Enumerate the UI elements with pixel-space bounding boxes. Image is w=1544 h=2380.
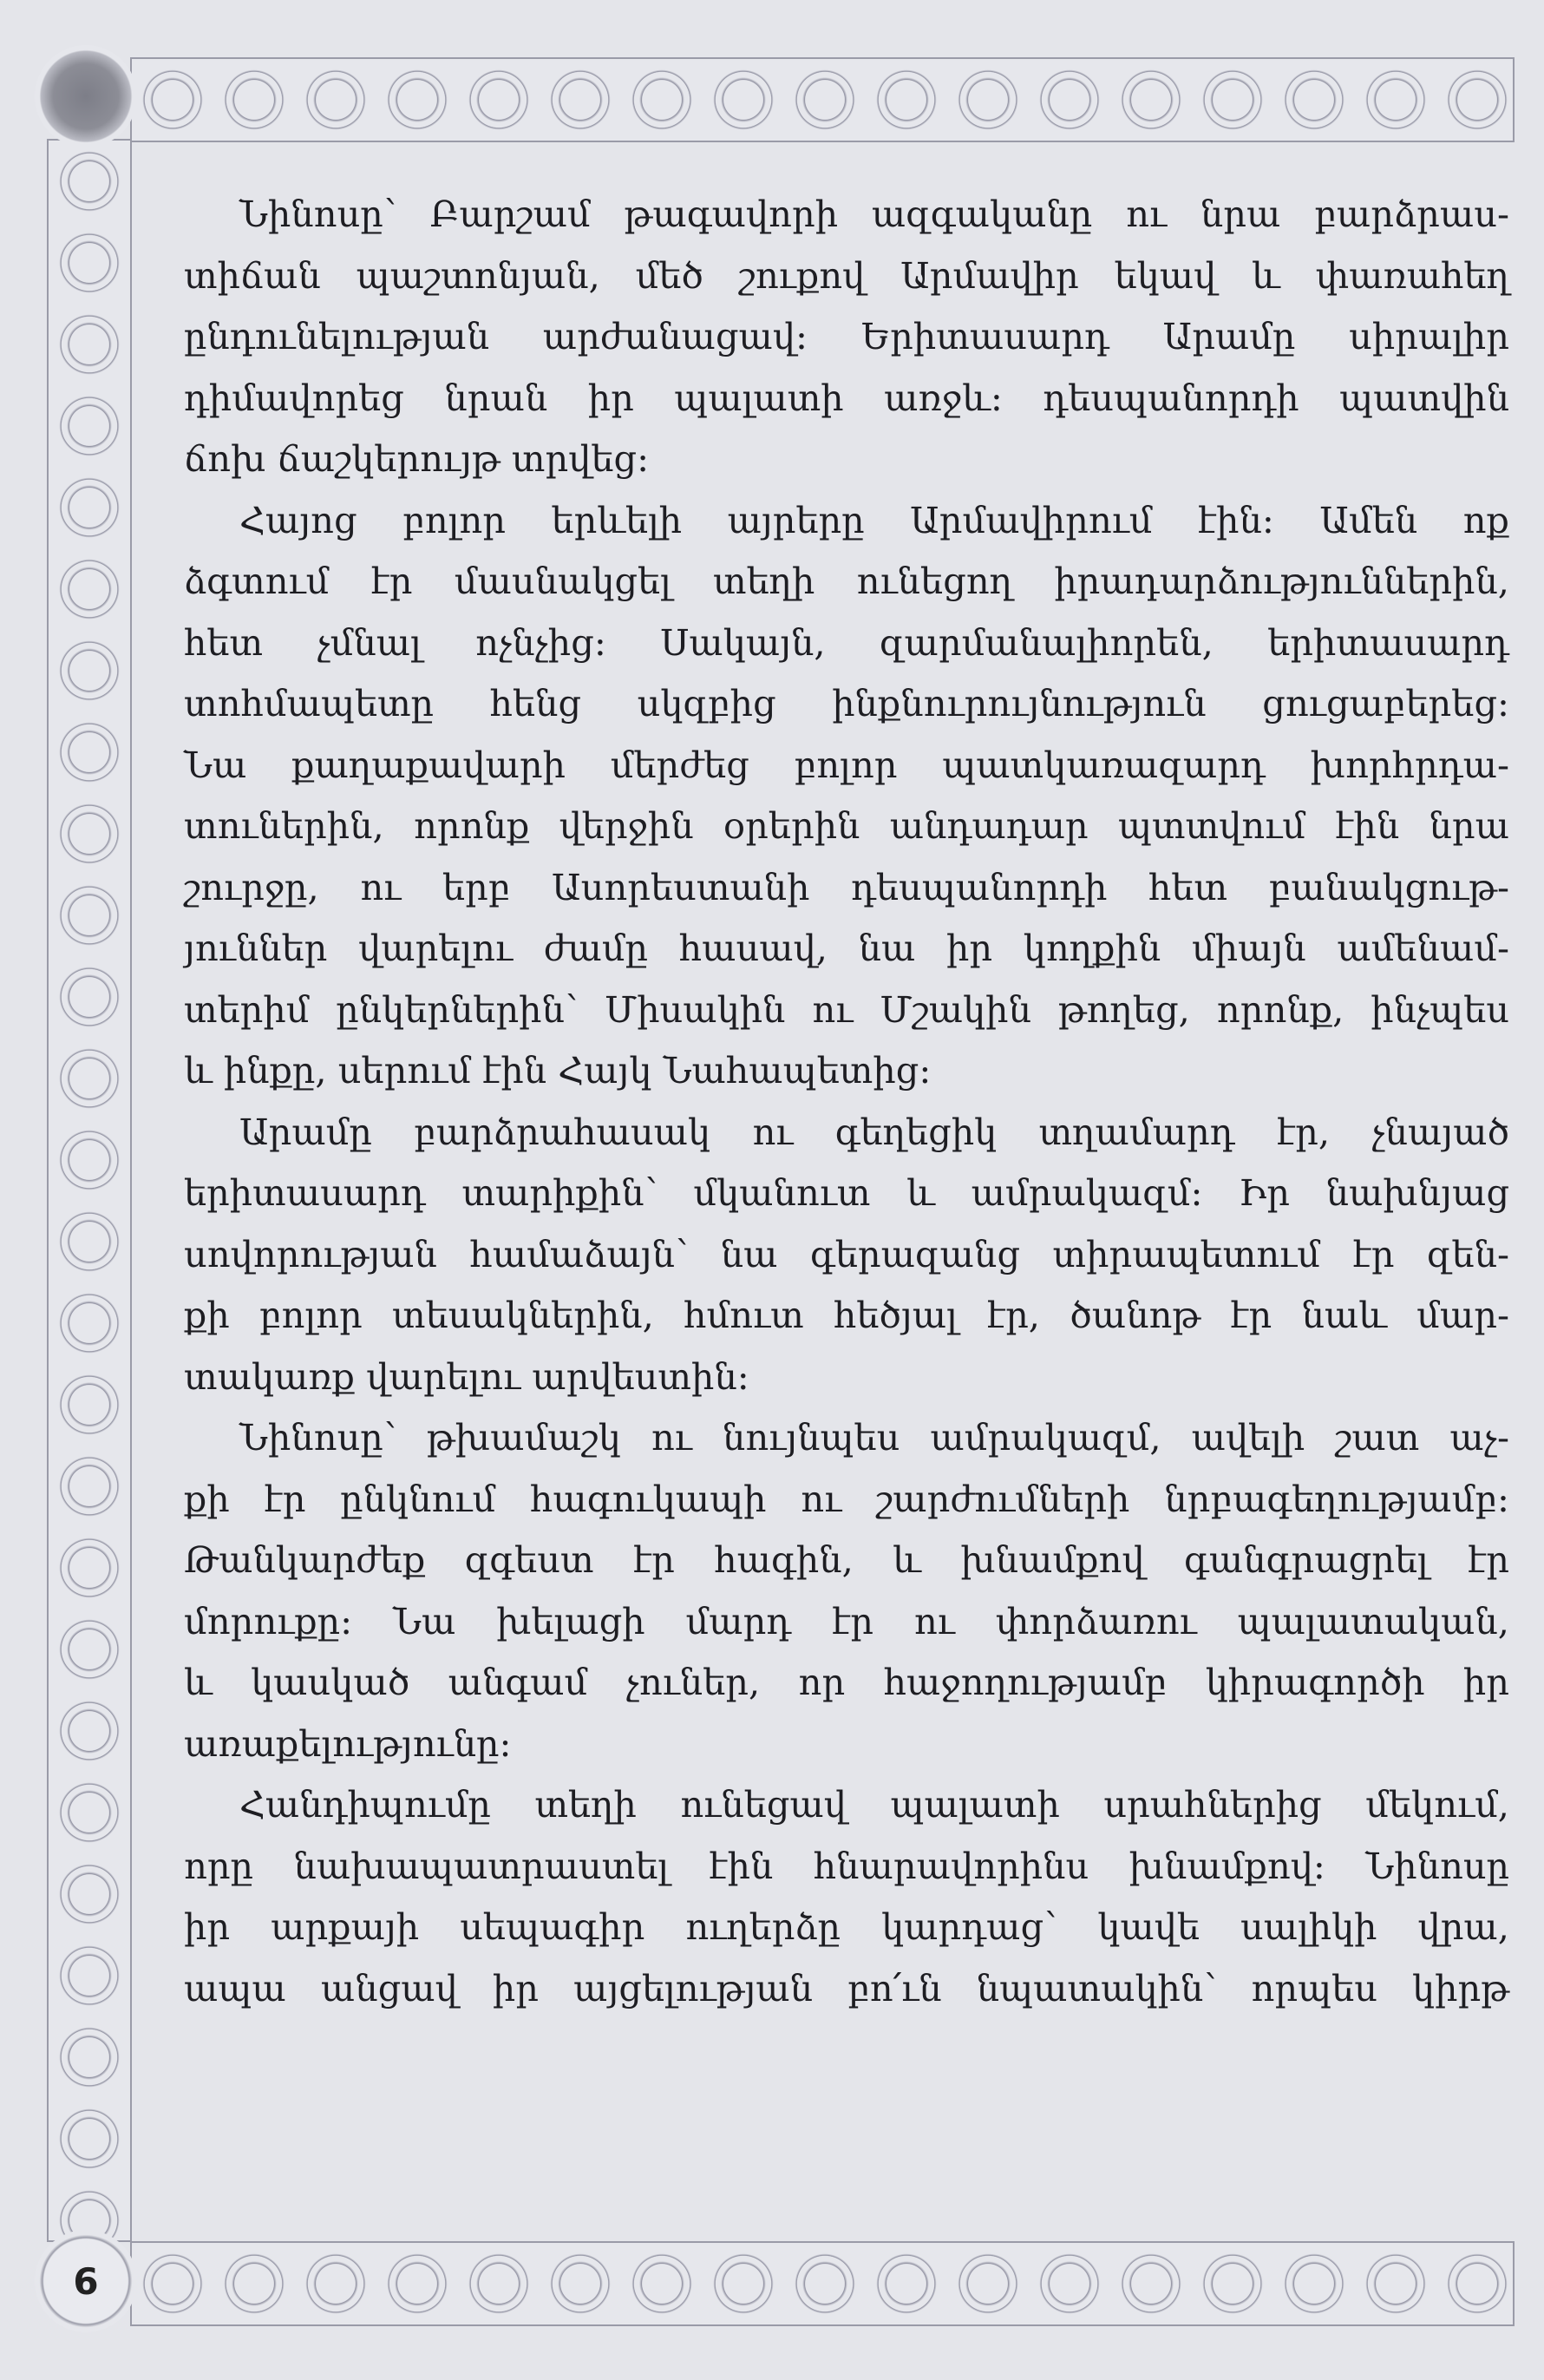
text-line: առաքելությունը:: [184, 1721, 512, 1765]
paragraph: [184, 1102, 1509, 1408]
corner-medallion-top: [35, 45, 137, 148]
ornamental-border-top: [130, 57, 1515, 142]
text-line: երիտասարդ տարիքին՝ մկանուտ և ամրակազմ: Իր նախնյաց: [184, 1171, 1509, 1214]
text-line: տիճան պաշտոնյան, մեծ շուքով Արմավիր եկավ և փառահեղ: [184, 253, 1509, 297]
text-line: իր արքայի սեպագիր ուղերձը կարդաց՝ կավե սալիկի վրա,: [184, 1905, 1509, 1948]
ornamental-border-left: [47, 139, 132, 2242]
text-line: որը նախապատրաստել էին հնարավորինս խնամքով: Նինոսը: [184, 1844, 1509, 1887]
text-line: Հայոց բոլոր երևելի այրերը Արմավիրում էին: Ամեն ոք: [239, 498, 1509, 541]
text-line: քի էր ընկնում հագուկապի ու շարժումների նրբագեղությամբ:: [184, 1477, 1509, 1520]
text-line: տոհմապետը հենց սկզբից ինքնուրույնություն ցուցաբերեց:: [184, 682, 1509, 724]
text-line: տերիմ ընկերներին՝ Միսակին ու Մշակին թողեց, որոնք, ինչպես: [184, 987, 1509, 1031]
body-text: [184, 184, 1509, 2019]
paragraph: [184, 1774, 1509, 2019]
text-line: Նինոսը՝ թխամաշկ ու նույնպես ամրակազմ, ավելի շատ աչ-: [239, 1416, 1509, 1459]
text-line: քի բոլոր տեսակներին, հմուտ հեծյալ էր, ծանոթ էր նաև մար-: [184, 1294, 1509, 1336]
text-line: ապա անցավ իր այցելության բո՛ւն նպատակին՝ որպես կիրթ: [184, 1966, 1509, 2010]
text-line: հետ չմնալ ոչնչից: Սակայն, զարմանալիորեն, երիտասարդ: [184, 620, 1509, 664]
text-line: մորուքը: Նա խելացի մարդ էր ու փորձառու պալատական,: [184, 1599, 1509, 1642]
paragraph: [184, 1407, 1509, 1774]
text-line: Նա քաղաքավարի մերժեց բոլոր պատկառազարդ խորհրդա-: [184, 743, 1509, 786]
text-line: ընդունելության արժանացավ: Երիտասարդ Արամը սիրալիր: [184, 315, 1509, 357]
text-line: ձգտում էր մասնակցել տեղի ունեցող իրադարձություններին,: [184, 560, 1509, 602]
text-line: սովորության համաձայն՝ նա գերազանց տիրապետում էր զեն-: [184, 1232, 1509, 1275]
page-number: 6: [73, 2259, 99, 2303]
text-line: ճոխ ճաշկերույթ տրվեց:: [184, 437, 650, 480]
text-line: տակառք վարելու արվեստին:: [184, 1354, 749, 1398]
text-line: շուրջը, ու երբ Ասորեստանի դեսպանորդի հետ բանակցութ-: [184, 865, 1509, 908]
text-line: Արամը բարձրահասակ ու գեղեցիկ տղամարդ էր, չնայած: [239, 1110, 1509, 1153]
text-line: յուններ վարելու ժամը հասավ, նա իր կողքին միայն ամենամ-: [184, 927, 1509, 969]
paragraph: [184, 490, 1509, 1102]
text-line: և կասկած անգամ չուներ, որ հաջողությամբ կիրագործի իր: [184, 1661, 1509, 1703]
text-line: Հանդիպումը տեղի ունեցավ պալատի սրահներից մեկում,: [239, 1783, 1509, 1826]
text-line: տուներին, որոնք վերջին օրերին անդադար պտտվում էին նրա: [184, 804, 1509, 847]
ornamental-border-bottom: [130, 2241, 1515, 2326]
paragraph: [184, 184, 1509, 490]
text-line: դիմավորեց նրան իր պալատի առջև: դեսպանորդի պատվին: [184, 376, 1509, 419]
text-line: Թանկարժեք զգեստ էր հագին, և խնամքով գանգրացրել էր: [184, 1538, 1509, 1581]
text-line: Նինոսը՝ Բարշամ թագավորի ազգականը ու նրա բարձրաս-: [239, 193, 1509, 235]
text-line: և ինքը, սերում էին Հայկ Նահապետից:: [184, 1049, 932, 1092]
